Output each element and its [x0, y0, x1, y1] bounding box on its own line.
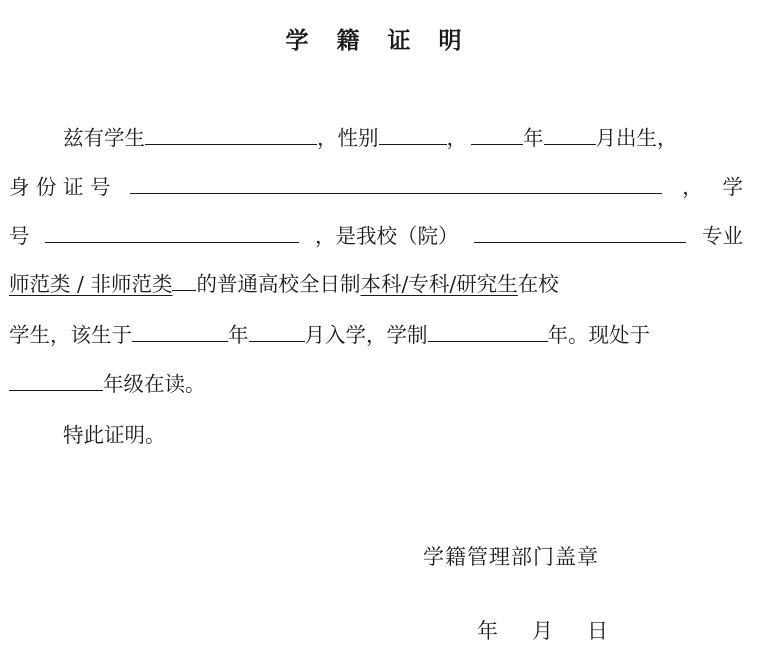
label-certify: 特此证明。: [63, 423, 166, 447]
option-degree-level[interactable]: 本科/专科/研究生: [360, 272, 518, 296]
label-grade: 年级在读。: [103, 372, 206, 396]
blank-duration[interactable]: [428, 319, 548, 342]
date-year: 年: [477, 619, 498, 643]
line-id-number: [9, 171, 743, 201]
label-currently: 年。现处于: [547, 323, 650, 347]
line-enrollment: [9, 319, 743, 349]
label-student-no-1: 学: [722, 175, 743, 199]
label-comma-2: ，: [682, 175, 703, 199]
blank-teacher-training: [172, 270, 196, 291]
seal-label: 学籍管理部门盖章: [423, 545, 599, 569]
blank-id-number[interactable]: [130, 171, 662, 194]
line-major: [9, 220, 743, 250]
line-grade: [9, 368, 743, 398]
label-our-school: ，是我校（院）: [315, 224, 459, 248]
label-comma: ，: [446, 126, 467, 150]
label-year: 年: [523, 126, 544, 150]
option-teacher-training[interactable]: 师范类 / 非师范类: [9, 272, 173, 296]
label-in-school: 在校: [517, 272, 559, 296]
label-gender: ，性别: [317, 126, 379, 150]
label-student-no-2: 号: [9, 224, 30, 248]
label-month-enroll: 月入学，学制: [304, 323, 428, 347]
blank-student-name[interactable]: [145, 122, 317, 145]
document-title: 学 籍 证 明: [285, 27, 472, 54]
label-student-name: 兹有学生: [63, 126, 145, 150]
date-line: [477, 616, 608, 646]
blank-enroll-month[interactable]: [249, 319, 305, 342]
label-full-time: 的普通高校全日制: [196, 272, 361, 296]
blank-student-no[interactable]: [45, 220, 299, 243]
line-student-info: [63, 122, 743, 152]
line-program-type: [9, 269, 743, 299]
blank-gender[interactable]: [379, 122, 447, 145]
label-id-number: 身 份 证 号: [9, 175, 111, 199]
blank-school-name[interactable]: [474, 220, 686, 243]
blank-enroll-year[interactable]: [132, 319, 228, 342]
label-major: 专业: [702, 224, 743, 248]
label-month-born: 月出生，: [595, 126, 678, 150]
label-year-2: 年: [228, 323, 249, 347]
label-enrolled-in: 学生，该生于: [9, 323, 132, 347]
blank-grade[interactable]: [9, 368, 103, 391]
blank-birth-year[interactable]: [471, 122, 523, 145]
date-day: 日: [587, 619, 608, 643]
date-month: 月: [532, 619, 553, 643]
blank-birth-month[interactable]: [544, 122, 596, 145]
line-certify: [63, 420, 757, 450]
